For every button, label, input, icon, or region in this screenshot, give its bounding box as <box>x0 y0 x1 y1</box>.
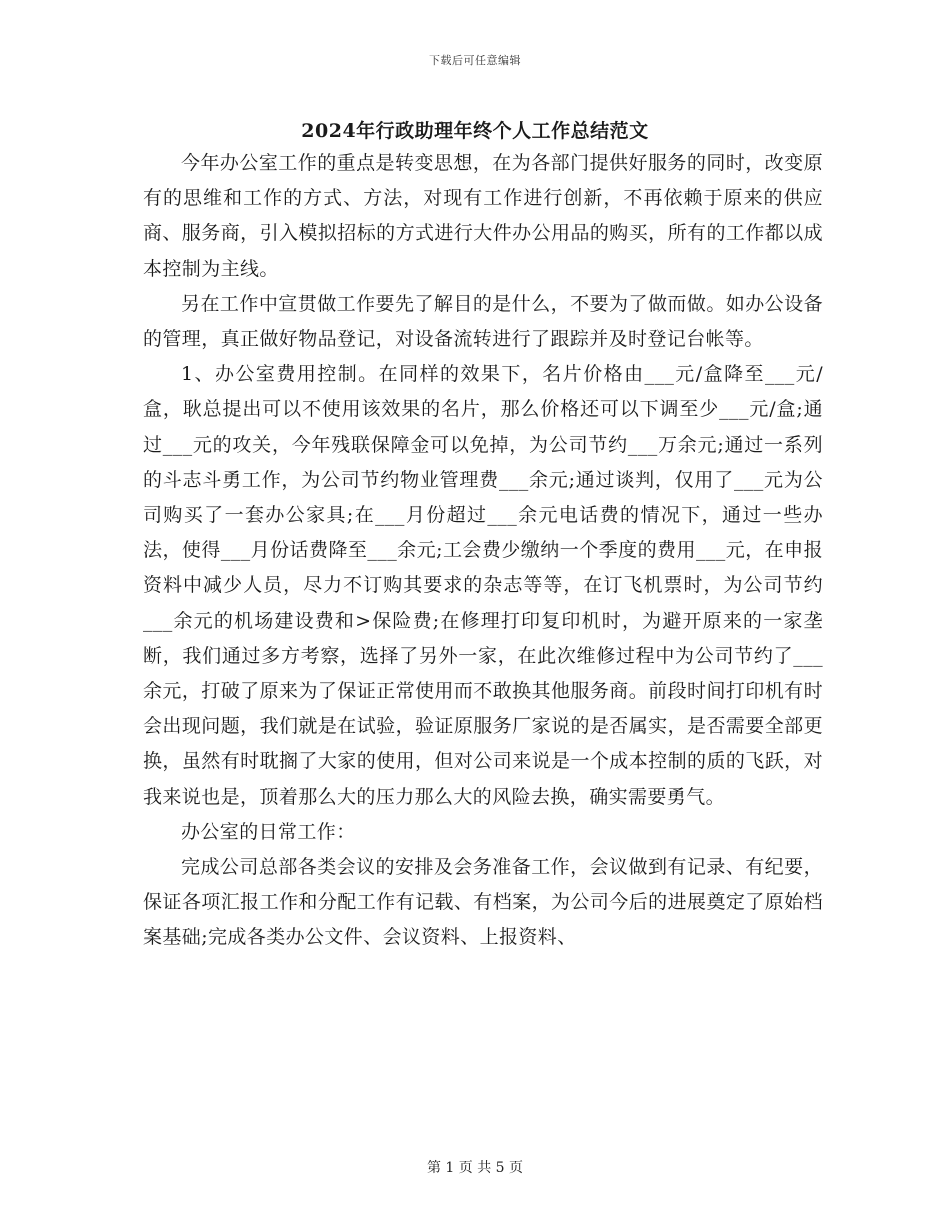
document-body <box>143 146 823 956</box>
paragraph-5: 完成公司总部各类会议的安排及会务准备工作，会议做到有记录、有纪要，保证各项汇报工作和分配工作有记载、有档案，为公司今后的进展奠定了原始档案基础;完成各类办公文件、会议资料、上报资料、 <box>143 856 823 949</box>
paragraph-3: 1、办公室费用控制。在同样的效果下，名片价格由___元/盒降至___元/盒，耿总提出可以不使用该效果的名片，那么价格还可以下调至少___元/盒;通过___元的攻关，今年残联保障金可以免掉，为公司节约___万余元;通过一系列的斗志斗勇工作，为公司节约物业管理费___余元;通过谈判，仅用了___元为公司购买了一套办公家具;在___月份超过___余元电话费的情况下，通过一些办法，使得___月份话费降至___余元;工会费少缴纳一个季度的费用___元，在申报资料中减少人员，尽力不订购其要求的杂志等等，在订飞机票时，为公司节约___余元的机场建设费和>保险费;在修理打印复印机时，为避开原来的一家垄断，我们通过多方考察，选择了另外一家，在此次维修过程中为公司节约了___余元，打破了原来为了保证正常使用而不敢换其他服务商。前段时间打印机有时会出现问题，我们就是在试验，验证原服务厂家说的是否属实，是否需要全部更换，虽然有时耽搁了大家的使用，但对公司来说是一个成本控制的质的飞跃，对我来说也是，顶着那么大的压力那么大的风险去换，确实需要勇气。 <box>143 363 823 808</box>
page-number: 第 1 页 共 5 页 <box>426 1160 524 1176</box>
paragraph-1: 今年办公室工作的重点是转变思想，在为各部门提供好服务的同时，改变原有的思维和工作的方式、方法，对现有工作进行创新，不再依赖于原来的供应商、服务商，引入模拟招标的方式进行大件办公用品的购买，所有的工作都以成本控制为主线。 <box>143 152 823 280</box>
document-title: 2024年行政助理年终个人工作总结范文 <box>301 120 649 142</box>
paragraph-2: 另在工作中宣贯做工作要先了解目的是什么，不要为了做而做。如办公设备的管理，真正做好物品登记，对设备流转进行了跟踪并及时登记台帐等。 <box>143 292 823 351</box>
header-note: 下载后可任意编辑 <box>429 54 521 67</box>
paragraph-4: 办公室的日常工作： <box>181 820 356 843</box>
